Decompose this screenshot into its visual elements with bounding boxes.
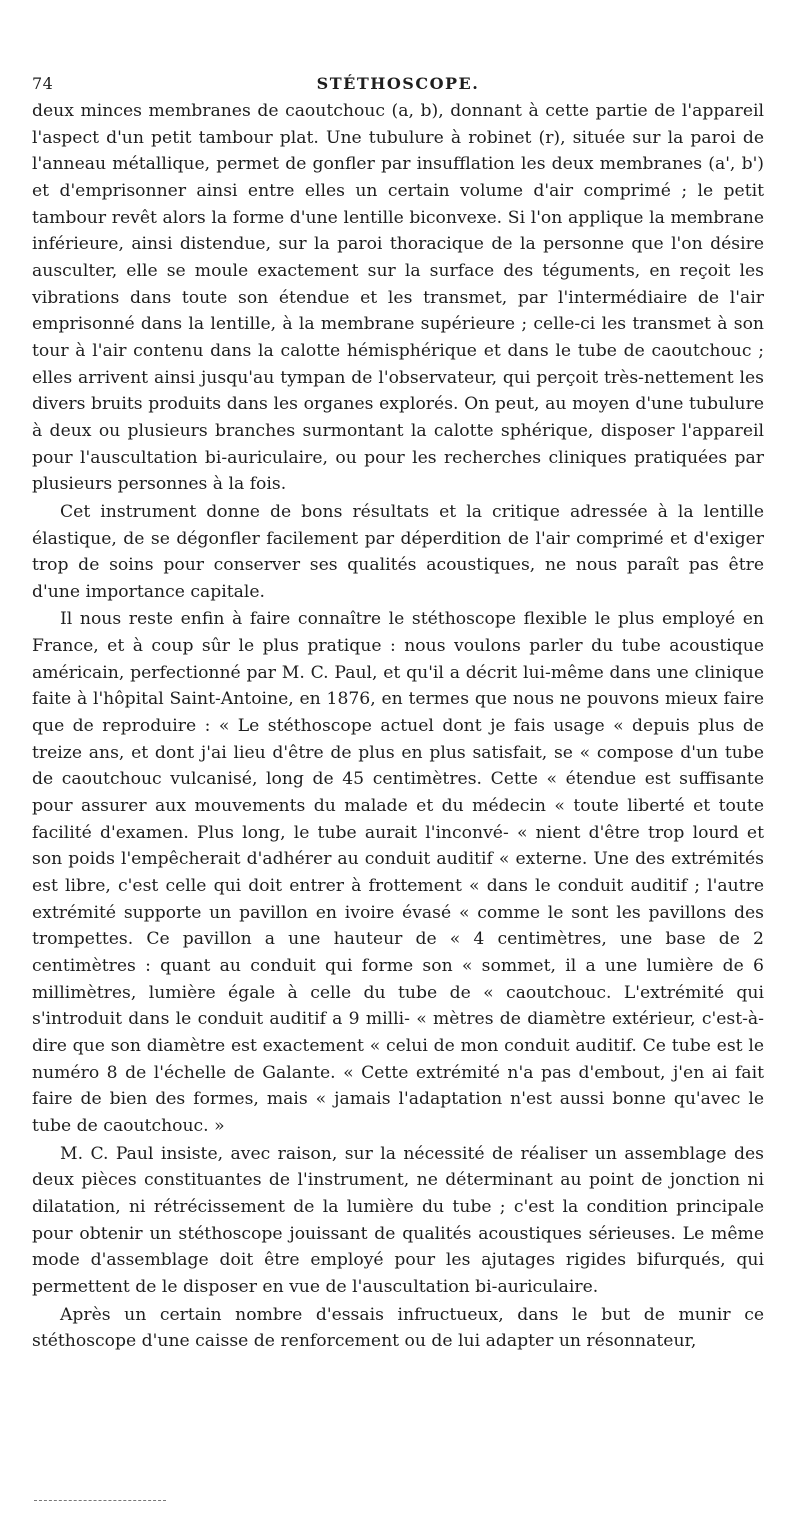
- paragraph-5: Après un certain nombre d'essais infructueux, dans le but de munir ce stéthoscope d'une caisse de renforcement ou de lui adapter un résonnateur,: [32, 1304, 764, 1352]
- paragraph-2: Cet instrument donne de bons résultats et la critique adressée à la lentille élastique, de se dégonfler facilement par déperdition de l'air comprimé et d'exiger trop de soins pour conserver ses qualités acoustiques, ne nous paraît pas être d'une importance capitale.: [32, 501, 764, 602]
- paragraph-4: M. C. Paul insiste, avec raison, sur la nécessité de réaliser un assemblage des deux pièces constituantes de l'instrument, ne déterminant au point de jonction ni dilatation, ni rétrécissement de la lumière du tube ; c'est la condition principale pour obtenir un stéthoscope jouissant de qualités acoustiques sérieuses. Le même mode d'assemblage doit être employé pour les ajutages rigides bifurqués, qui permettent de le disposer en vue de l'auscultation bi-auriculaire.: [32, 1143, 764, 1297]
- running-title: STÉTHOSCOPE.: [316, 74, 480, 93]
- footer-rule: [34, 1500, 166, 1501]
- page-number: 74: [32, 74, 54, 93]
- paragraph-1: deux minces membranes de caoutchouc (a, b), donnant à cette partie de l'appareil l'aspect d'un petit tambour plat. Une tubulure à robinet (r), située sur la paroi de l'anneau métallique, permet de gonfler par insufflation les deux membranes (a', b') et d'emprisonner ainsi entre elles un certain volume d'air comprimé ; le petit tambour revêt alors la forme d'une lentille biconvexe. Si l'on applique la membrane inférieure, ainsi distendue, sur la paroi thoracique de la personne que l'on désire ausculter, elle se moule exactement sur la surface des téguments, en reçoit les vibrations dans toute son étendue et les transmet, par l'intermédiaire de l'air emprisonné dans la lentille, à la membrane supérieure ; celle-ci les transmet à son tour à l'air contenu dans la calotte hémisphérique et dans le tube de caoutchouc ; elles arrivent ainsi jusqu'au tympan de l'observateur, qui perçoit très-nettement les divers bruits produits dans les organes explorés. On peut, au moyen d'une tubulure à deux ou plusieurs branches surmontant la calotte sphérique, disposer l'appareil pour l'auscultation bi-auriculaire, ou pour les recherches cliniques pratiquées par plusieurs personnes à la fois.: [32, 101, 764, 495]
- book-page: [32, 70, 764, 1355]
- paragraph-3: Il nous reste enfin à faire connaître le stéthoscope flexible le plus employé en France, et à coup sûr le plus pratique : nous voulons parler du tube acoustique américain, perfectionné par M. C. Paul, et qu'il a décrit lui-même dans une clinique faite à l'hôpital Saint-Antoine, en 1876, en termes que nous ne pouvons mieux faire que de reproduire : « Le stéthoscope actuel dont je fais usage « depuis plus de treize ans, et dont j'ai lieu d'être de plus en plus satisfait, se « compose d'un tube de caoutchouc vulcanisé, long de 45 centimètres. Cette « étendue est suffisante pour assurer aux mouvements du malade et du médecin « toute liberté et toute facilité d'examen. Plus long, le tube aurait l'inconvé- « nient d'être trop lourd et son poids l'empêcherait d'adhérer au conduit auditif « externe. Une des extrémités est libre, c'est celle qui doit entrer à frottement « dans le conduit auditif ; l'autre extrémité supporte un pavillon en ivoire évasé « comme le sont les pavillons des trompettes. Ce pavillon a une hauteur de « 4 centimètres, une base de 2 centimètres : quant au conduit qui forme son « sommet, il a une lumière de 6 millimètres, lumière égale à celle du tube de « caoutchouc. L'extrémité qui s'introduit dans le conduit auditif a 9 milli- « mètres de diamètre extérieur, c'est-à-dire que son diamètre est exactement « celui de mon conduit auditif. Ce tube est le numéro 8 de l'échelle de Galante. « Cette extrémité n'a pas d'embout, j'en ai fait faire de bien des formes, mais « jamais l'adaptation n'est aussi bonne qu'avec le tube de caoutchouc. »: [32, 609, 764, 1136]
- body-text: [32, 98, 764, 1355]
- page-header: [32, 70, 764, 98]
